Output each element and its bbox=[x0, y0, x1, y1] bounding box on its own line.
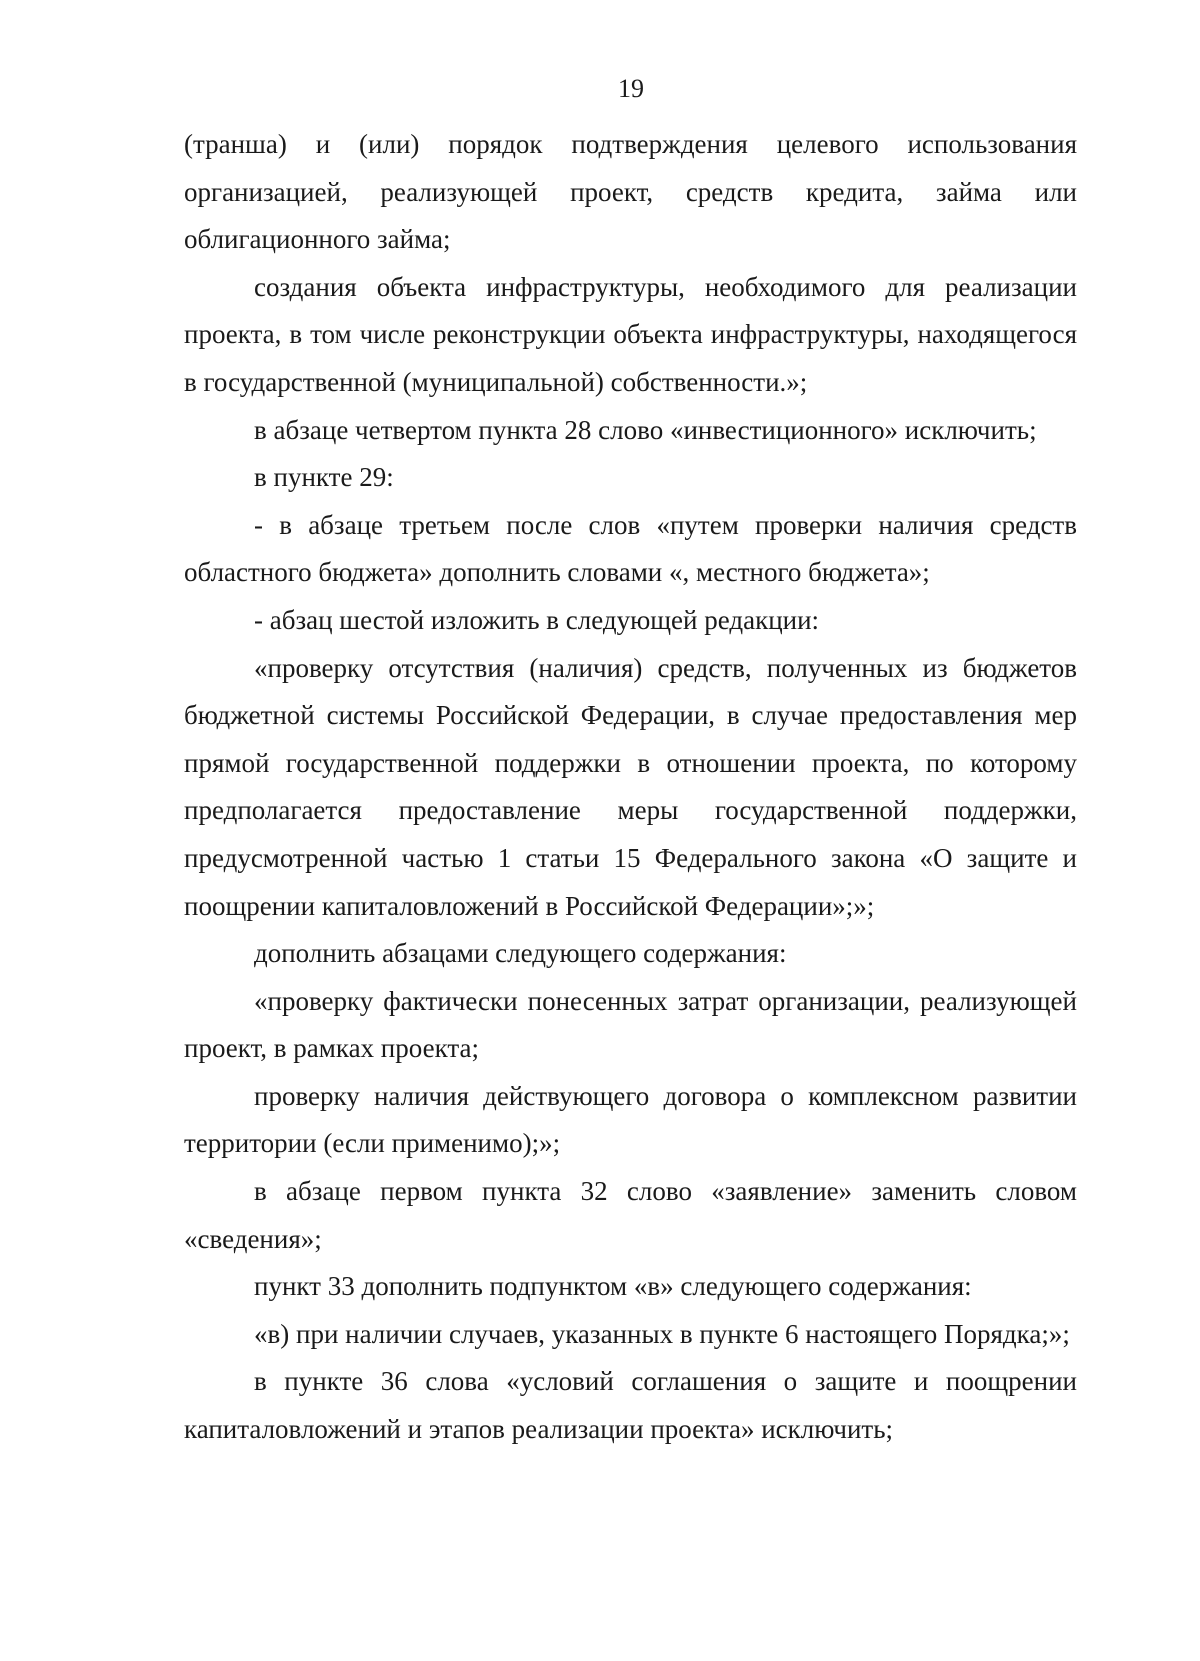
paragraph-3: в абзаце четвертом пункта 28 слово «инвестиционного» исключить; bbox=[254, 414, 1037, 445]
page-number: 19 bbox=[618, 74, 644, 103]
paragraph-8: дополнить абзацами следующего содержания: bbox=[254, 938, 787, 969]
paragraph-7: «проверку отсутствия (наличия) средств, полученных из бюджетов бюджетной системы Российской Федерации, в случае предоставления мер прямой государственной поддержки в отношении проекта, по которому предполагается предоставление меры государственной поддержки, предусмотренной частью 1 статьи 15 Федерального закона «О защите и поощрении капиталовложений в Российской Федерации»;»; bbox=[184, 652, 1077, 921]
paragraph-12: пункт 33 дополнить подпунктом «в» следующего содержания: bbox=[254, 1271, 972, 1302]
paragraph-13: «в) при наличии случаев, указанных в пункте 6 настоящего Порядка;»; bbox=[254, 1318, 1070, 1349]
paragraph-5: - в абзаце третьем после слов «путем проверки наличия средств областного бюджета» дополнить словами «, местного бюджета»; bbox=[184, 509, 1077, 588]
paragraph-6: - абзац шестой изложить в следующей редакции: bbox=[254, 604, 820, 635]
paragraph-9: «проверку фактически понесенных затрат организации, реализующей проект, в рамках проекта; bbox=[184, 985, 1077, 1064]
paragraph-14: в пункте 36 слова «условий соглашения о защите и поощрении капиталовложений и этапов реализации проекта» исключить; bbox=[184, 1366, 1077, 1445]
document-body bbox=[184, 121, 1077, 1454]
paragraph-2: создания объекта инфраструктуры, необходимого для реализации проекта, в том числе реконструкции объекта инфраструктуры, находящегося в государственной (муниципальной) собственности.»; bbox=[184, 271, 1077, 397]
paragraph-1: (транша) и (или) порядок подтверждения целевого использования организацией, реализующей проект, средств кредита, займа или облигационного займа; bbox=[184, 129, 1077, 255]
paragraph-4: в пункте 29: bbox=[254, 462, 394, 493]
paragraph-10: проверку наличия действующего договора о комплексном развитии территории (если применимо);»; bbox=[184, 1080, 1077, 1159]
paragraph-11: в абзаце первом пункта 32 слово «заявление» заменить словом «сведения»; bbox=[184, 1176, 1077, 1254]
